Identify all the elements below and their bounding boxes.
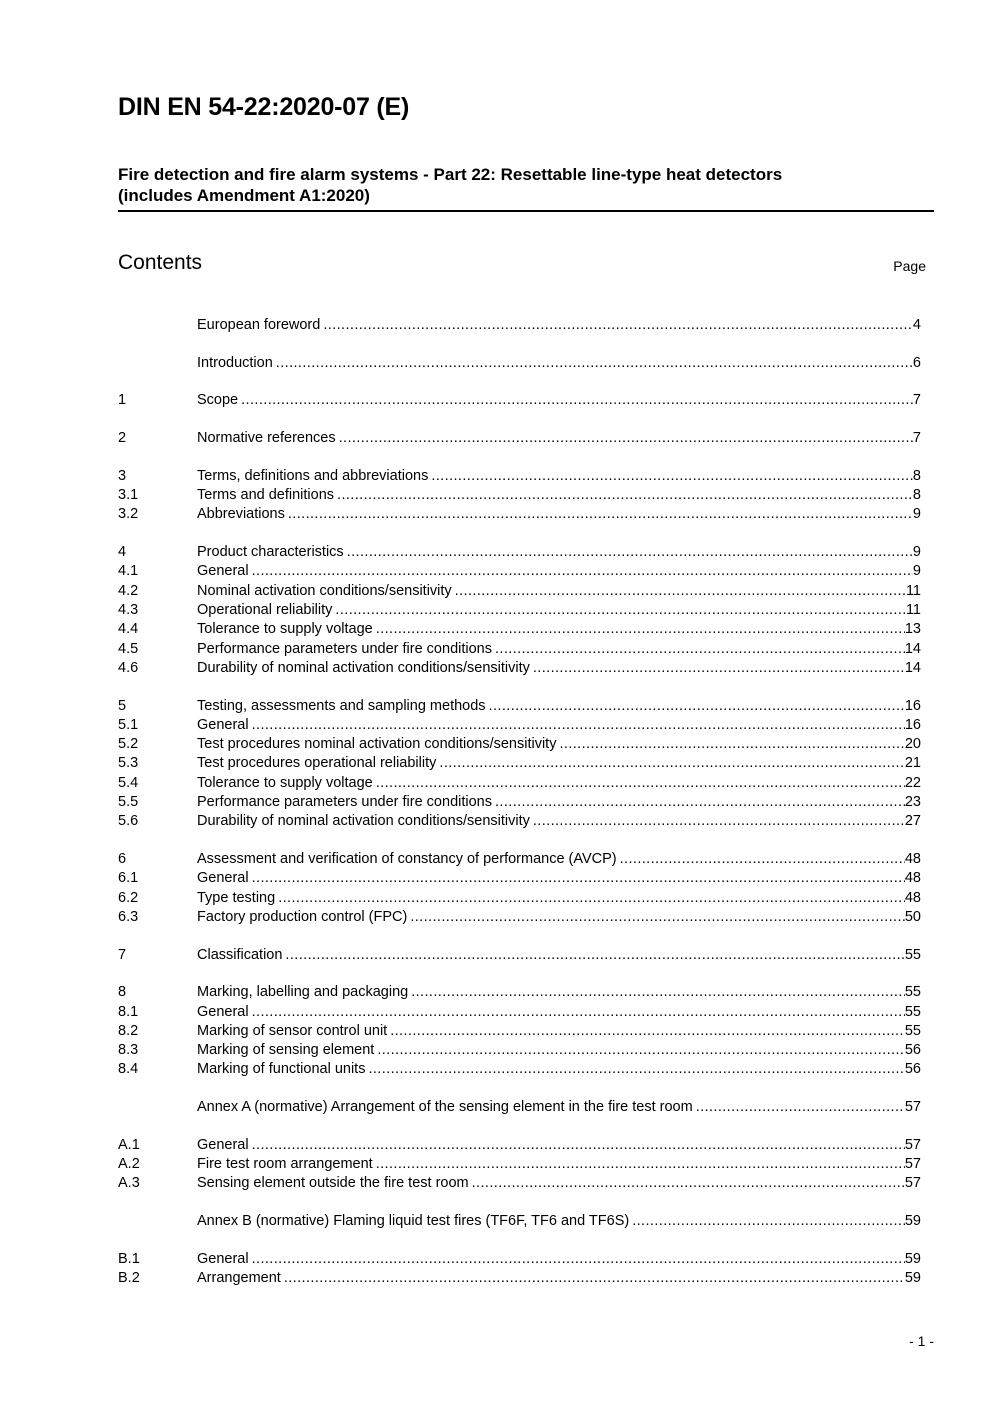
toc-entry-title: Testing, assessments and sampling methods xyxy=(197,697,486,714)
toc-entry-number: 3.1 xyxy=(118,487,139,504)
toc-leader-dots xyxy=(472,1174,905,1193)
toc-entry-number: B.2 xyxy=(118,1270,140,1287)
toc-entry-title: Marking, labelling and packaging xyxy=(197,984,409,1001)
toc-leader-dots xyxy=(439,754,904,773)
toc-entry-page: 7 xyxy=(912,430,921,447)
toc-entry-number: A.2 xyxy=(118,1156,140,1173)
toc-entry-number: 8.3 xyxy=(118,1042,139,1059)
toc-entry-page: 55 xyxy=(904,1003,921,1020)
toc-entry-page: 59 xyxy=(904,1213,921,1230)
toc-entry-number: 6.3 xyxy=(118,908,139,925)
toc-entry-page: 59 xyxy=(904,1250,921,1267)
toc-entry[interactable] xyxy=(118,983,921,1002)
toc-entry[interactable] xyxy=(118,620,921,639)
toc-entry-title: General xyxy=(197,1003,249,1020)
toc-group xyxy=(118,946,921,965)
toc-entry-title: Durability of nominal activation conditions/sensitivity xyxy=(197,659,530,676)
toc-entry-number: 8 xyxy=(118,984,127,1001)
toc-entry-title: General xyxy=(197,1136,249,1153)
toc-entry-title: Terms and definitions xyxy=(197,487,335,504)
toc-leader-dots xyxy=(252,1003,905,1022)
toc-leader-dots xyxy=(323,316,913,335)
toc-entry-title: Classification xyxy=(197,946,283,963)
toc-entry-page: 4 xyxy=(912,317,921,333)
toc-group xyxy=(118,697,921,832)
toc-leader-dots xyxy=(347,543,913,562)
toc-entry[interactable] xyxy=(118,391,921,410)
toc-entry-title: Marking of sensing element xyxy=(197,1042,375,1059)
toc-entry-page: 48 xyxy=(904,889,921,906)
toc-entry-number: 5.2 xyxy=(118,736,139,753)
subtitle-line-1: Fire detection and fire alarm systems - Part 22: Resettable line-type heat detectors xyxy=(118,165,783,184)
title-divider xyxy=(118,210,934,212)
toc-entry-title: Test procedures operational reliability xyxy=(197,755,437,772)
toc-entry-title: Annex A (normative) Arrangement of the sensing element in the fire test room xyxy=(197,1099,693,1116)
toc-entry[interactable] xyxy=(118,754,921,773)
toc-entry[interactable] xyxy=(118,659,921,678)
toc-entry-title: Nominal activation conditions/sensitivity xyxy=(197,582,452,599)
toc-group xyxy=(118,354,921,373)
toc-leader-dots xyxy=(696,1098,905,1117)
toc-entry-title: Introduction xyxy=(197,354,273,371)
toc-entry-title: Arrangement xyxy=(197,1270,281,1287)
toc-entry-number: 4.2 xyxy=(118,582,139,599)
toc-leader-dots xyxy=(411,983,905,1002)
toc-entry-title: Assessment and verification of constancy of performance (AVCP) xyxy=(197,850,617,867)
toc-entry-title: Tolerance to supply voltage xyxy=(197,621,373,638)
toc-entry-number: 1 xyxy=(118,392,127,409)
toc-entry[interactable] xyxy=(118,1250,921,1269)
toc-leader-dots xyxy=(533,659,905,678)
toc-leader-dots xyxy=(620,850,905,869)
toc-group xyxy=(118,1098,921,1117)
toc-entry[interactable] xyxy=(118,697,921,716)
toc-group xyxy=(118,1212,921,1231)
toc-entry[interactable] xyxy=(118,429,921,448)
toc-entry-number: 8.4 xyxy=(118,1061,139,1078)
toc-entry-page: 57 xyxy=(904,1156,921,1173)
toc-entry-title: General xyxy=(197,716,249,733)
toc-entry-number: A.1 xyxy=(118,1136,140,1153)
toc-leader-dots xyxy=(278,889,905,908)
toc-entry-title: Test procedures nominal activation conditions/sensitivity xyxy=(197,736,557,753)
toc-leader-dots xyxy=(559,735,904,754)
toc-entry-page: 55 xyxy=(904,984,921,1001)
toc-entry-number: 7 xyxy=(118,946,127,963)
toc-entry-page: 11 xyxy=(905,582,921,599)
toc-group xyxy=(118,429,921,448)
toc-group xyxy=(118,850,921,927)
toc-entry-page: 23 xyxy=(904,793,921,810)
document-id: DIN EN 54-22:2020-07 (E) xyxy=(118,93,410,121)
toc-entry-number: 6 xyxy=(118,850,127,867)
toc-entry-number: 3 xyxy=(118,467,127,484)
toc-entry-page: 13 xyxy=(904,621,921,638)
toc-leader-dots xyxy=(431,467,913,486)
toc-group xyxy=(118,391,921,410)
toc-leader-dots xyxy=(632,1212,905,1231)
toc-entry-page: 16 xyxy=(904,716,921,733)
toc-entry-page: 8 xyxy=(912,467,921,484)
toc-leader-dots xyxy=(252,869,905,888)
toc-entry-title: Annex B (normative) Flaming liquid test fires (TF6F, TF6 and TF6S) xyxy=(197,1213,630,1230)
toc-entry-page: 59 xyxy=(904,1270,921,1287)
toc-entry-page: 14 xyxy=(904,659,921,676)
toc-entry-page: 27 xyxy=(904,813,921,830)
toc-entry[interactable] xyxy=(118,793,921,812)
toc-entry-number: 8.1 xyxy=(118,1003,139,1020)
toc-leader-dots xyxy=(252,1136,905,1155)
toc-group xyxy=(118,316,921,335)
toc-leader-dots xyxy=(252,1250,905,1269)
toc-entry-page: 22 xyxy=(904,774,921,791)
toc-leader-dots xyxy=(337,486,913,505)
toc-entry[interactable] xyxy=(118,601,921,620)
toc-entry[interactable] xyxy=(118,1041,921,1060)
toc-leader-dots xyxy=(495,793,905,812)
toc-entry[interactable] xyxy=(118,1269,921,1288)
toc-entry[interactable] xyxy=(118,582,921,601)
toc-group xyxy=(118,983,921,1079)
toc-leader-dots xyxy=(284,1269,905,1288)
toc-entry[interactable] xyxy=(118,1003,921,1022)
toc-leader-dots xyxy=(376,620,905,639)
toc-entry[interactable] xyxy=(118,505,921,524)
toc-entry-title: Marking of sensor control unit xyxy=(197,1022,388,1039)
toc-leader-dots xyxy=(368,1060,904,1079)
toc-leader-dots xyxy=(376,1155,905,1174)
toc-entry-number: 3.2 xyxy=(118,506,139,523)
toc-entry[interactable] xyxy=(118,1174,921,1193)
toc-entry[interactable] xyxy=(118,1136,921,1155)
toc-leader-dots xyxy=(241,391,913,410)
toc-entry[interactable] xyxy=(118,774,921,793)
toc-entry-page: 56 xyxy=(904,1042,921,1059)
toc-entry-page: 48 xyxy=(904,870,921,887)
toc-entry-page: 9 xyxy=(912,506,921,523)
toc-group xyxy=(118,543,921,678)
toc-leader-dots xyxy=(533,812,905,831)
toc-entry-title: Operational reliability xyxy=(197,601,333,618)
toc-leader-dots xyxy=(377,1041,905,1060)
toc-entry-title: Normative references xyxy=(197,430,336,447)
toc-entry-title: Tolerance to supply voltage xyxy=(197,774,373,791)
table-of-contents xyxy=(118,316,921,1307)
toc-entry-title: General xyxy=(197,563,249,580)
toc-entry-title: Product characteristics xyxy=(197,544,344,561)
toc-entry-page: 56 xyxy=(904,1061,921,1078)
toc-entry-page: 14 xyxy=(904,640,921,657)
toc-entry[interactable] xyxy=(118,543,921,562)
toc-entry-page: 48 xyxy=(904,850,921,867)
toc-entry-number: 5.5 xyxy=(118,793,139,810)
toc-leader-dots xyxy=(376,774,905,793)
toc-entry-number: 4.1 xyxy=(118,563,139,580)
toc-leader-dots xyxy=(288,505,913,524)
toc-entry[interactable] xyxy=(118,640,921,659)
toc-entry-title: Scope xyxy=(197,392,239,409)
toc-group xyxy=(118,1250,921,1289)
toc-entry-title: Sensing element outside the fire test room xyxy=(197,1175,469,1192)
toc-entry-page: 20 xyxy=(904,736,921,753)
document-subtitle xyxy=(118,164,938,206)
toc-group xyxy=(118,1136,921,1194)
toc-leader-dots xyxy=(410,908,905,927)
toc-entry-page: 9 xyxy=(912,563,921,580)
toc-entry-page: 11 xyxy=(905,601,921,618)
toc-entry[interactable] xyxy=(118,716,921,735)
toc-entry-page: 55 xyxy=(904,946,921,963)
toc-entry[interactable] xyxy=(118,850,921,869)
toc-leader-dots xyxy=(495,640,905,659)
toc-entry[interactable] xyxy=(118,869,921,888)
toc-entry-title: Performance parameters under fire conditions xyxy=(197,793,492,810)
toc-entry-page: 8 xyxy=(912,487,921,504)
toc-entry-number: 4.4 xyxy=(118,621,139,638)
toc-entry-number: A.3 xyxy=(118,1175,140,1192)
toc-entry[interactable] xyxy=(118,354,921,373)
toc-entry[interactable] xyxy=(118,562,921,581)
toc-entry[interactable] xyxy=(118,1212,921,1231)
toc-entry-title: European foreword xyxy=(197,317,321,333)
toc-entry[interactable] xyxy=(118,1022,921,1041)
toc-entry[interactable] xyxy=(118,908,921,927)
toc-entry[interactable] xyxy=(118,1155,921,1174)
toc-entry[interactable] xyxy=(118,316,921,335)
toc-entry-title: Fire test room arrangement xyxy=(197,1156,373,1173)
toc-entry[interactable] xyxy=(118,735,921,754)
toc-leader-dots xyxy=(252,562,913,581)
toc-entry-page: 55 xyxy=(904,1022,921,1039)
toc-entry-number: 5.3 xyxy=(118,755,139,772)
toc-entry-title: General xyxy=(197,1250,249,1267)
toc-leader-dots xyxy=(252,716,905,735)
toc-entry-page: 21 xyxy=(904,755,921,772)
toc-group xyxy=(118,467,921,525)
toc-entry-number: 4.5 xyxy=(118,640,139,657)
toc-leader-dots xyxy=(339,429,913,448)
toc-entry-title: Factory production control (FPC) xyxy=(197,908,408,925)
toc-entry-number: 2 xyxy=(118,430,127,447)
toc-entry[interactable] xyxy=(118,1098,921,1117)
toc-entry-page: 9 xyxy=(912,544,921,561)
toc-entry-number: 6.1 xyxy=(118,870,139,887)
toc-entry-page: 57 xyxy=(904,1099,921,1116)
toc-entry-number: 4 xyxy=(118,544,127,561)
toc-entry-page: 57 xyxy=(904,1136,921,1153)
toc-entry-number: 5 xyxy=(118,697,127,714)
toc-leader-dots xyxy=(390,1022,905,1041)
toc-entry-page: 6 xyxy=(912,354,921,371)
toc-entry-title: Durability of nominal activation conditions/sensitivity xyxy=(197,813,530,830)
toc-entry-page: 16 xyxy=(904,697,921,714)
toc-entry[interactable] xyxy=(118,1060,921,1079)
toc-entry[interactable] xyxy=(118,889,921,908)
toc-entry-number: 5.1 xyxy=(118,716,139,733)
toc-entry[interactable] xyxy=(118,812,921,831)
toc-leader-dots xyxy=(489,697,905,716)
toc-entry-number: 8.2 xyxy=(118,1022,139,1039)
toc-entry-number: 6.2 xyxy=(118,889,139,906)
toc-leader-dots xyxy=(335,601,906,620)
toc-entry-number: 5.4 xyxy=(118,774,139,791)
page-column-label: Page xyxy=(893,258,926,274)
page-number: - 1 - xyxy=(909,1333,934,1349)
toc-entry-page: 50 xyxy=(904,908,921,925)
toc-entry-title: Type testing xyxy=(197,889,276,906)
toc-entry-title: Performance parameters under fire conditions xyxy=(197,640,492,657)
toc-entry-page: 57 xyxy=(904,1175,921,1192)
contents-heading: Contents xyxy=(118,251,203,274)
toc-entry-title: General xyxy=(197,870,249,887)
toc-entry-title: Marking of functional units xyxy=(197,1061,366,1078)
subtitle-line-2: (includes Amendment A1:2020) xyxy=(118,186,370,205)
toc-entry-number: B.1 xyxy=(118,1250,140,1267)
toc-leader-dots xyxy=(285,946,904,965)
toc-leader-dots xyxy=(455,582,906,601)
toc-entry-number: 5.6 xyxy=(118,813,139,830)
toc-entry-title: Terms, definitions and abbreviations xyxy=(197,467,429,484)
toc-entry[interactable] xyxy=(118,467,921,486)
toc-leader-dots xyxy=(276,354,913,373)
toc-entry-page: 7 xyxy=(912,392,921,409)
toc-entry[interactable] xyxy=(118,486,921,505)
toc-entry-number: 4.6 xyxy=(118,659,139,676)
toc-entry-title: Abbreviations xyxy=(197,506,285,523)
toc-entry[interactable] xyxy=(118,946,921,965)
toc-entry-number: 4.3 xyxy=(118,601,139,618)
